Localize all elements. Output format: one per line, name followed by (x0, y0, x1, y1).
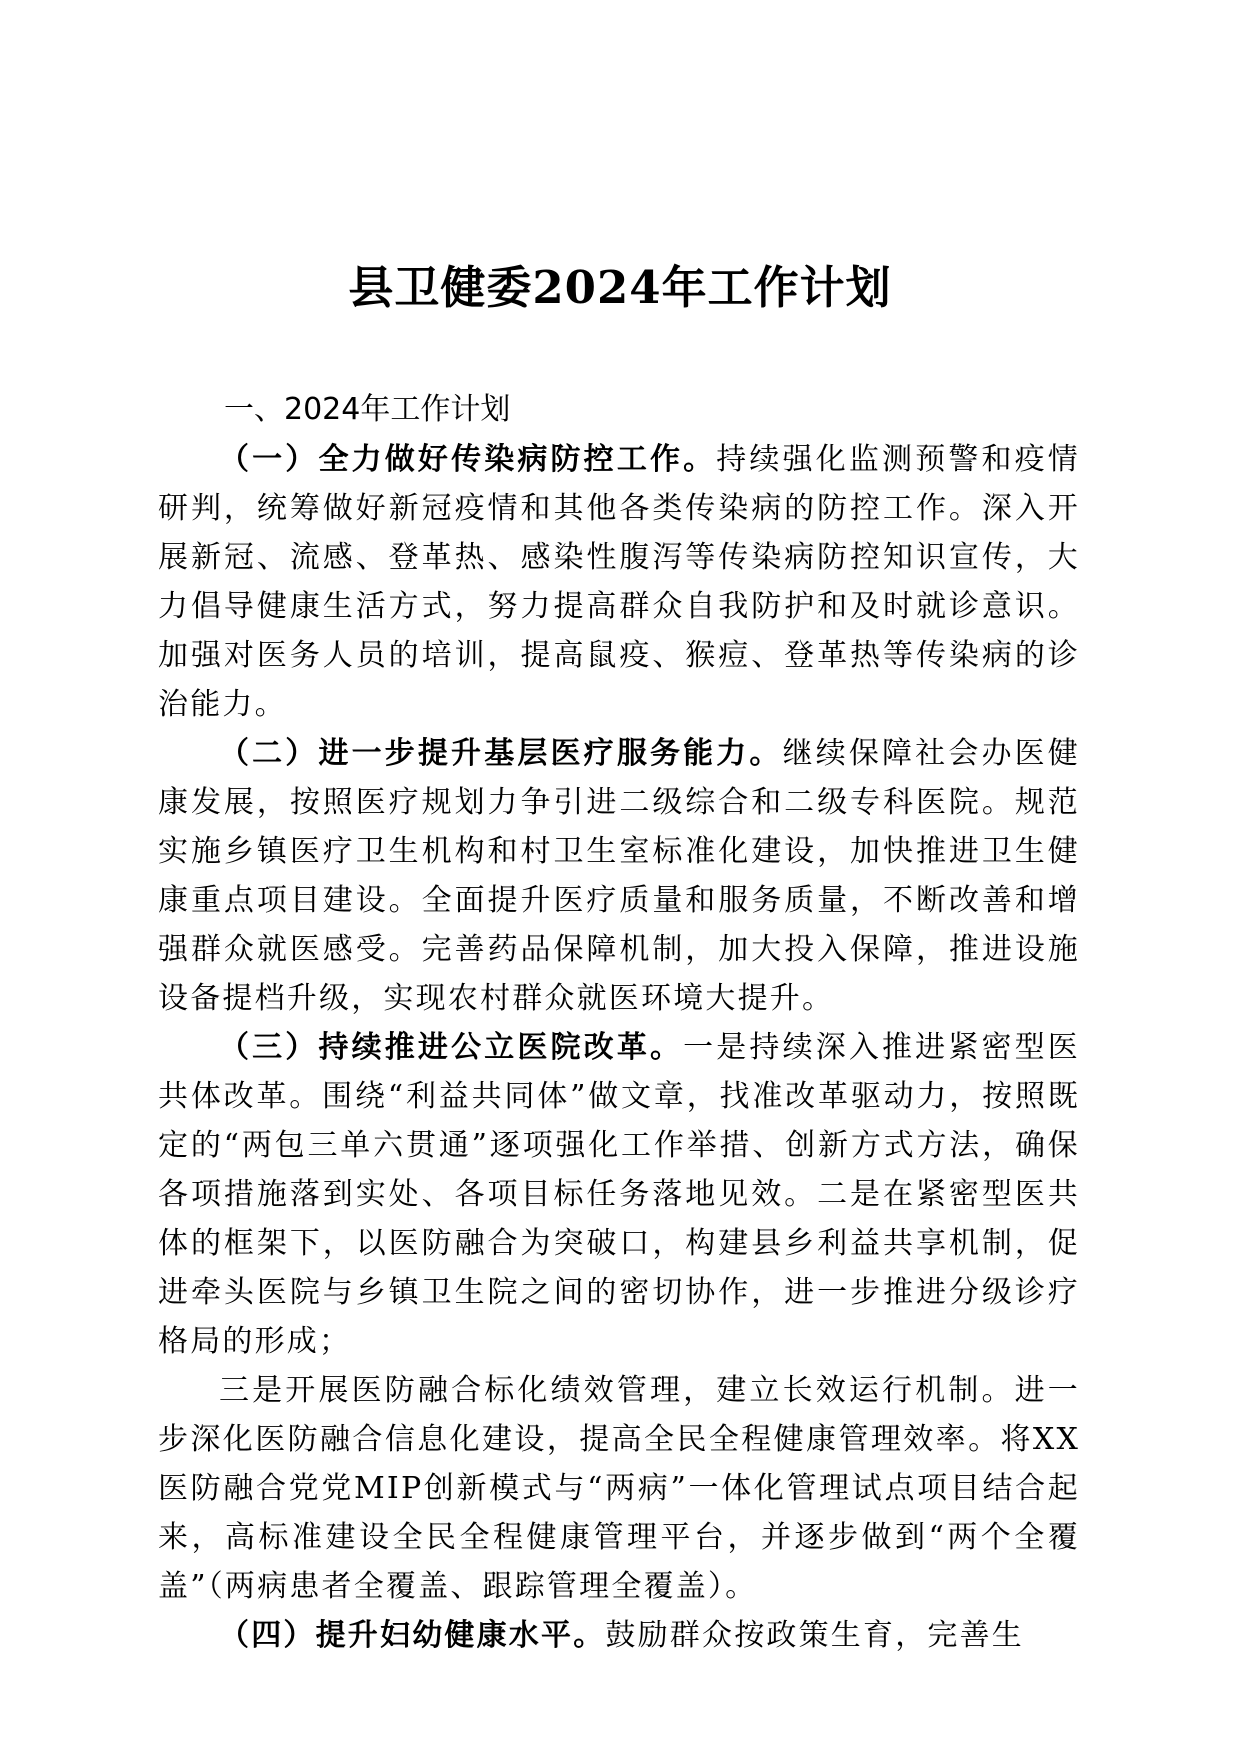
paragraph-public-hospital-reform (158, 1023, 1080, 1366)
paragraph-text: 鼓励群众按政策生育，完善生 (605, 1618, 1025, 1653)
document-body (158, 385, 1080, 1660)
paragraph-maternal-child-health (158, 1611, 1080, 1660)
paragraph-lead: （二）进一步提升基层医疗服务能力。 (219, 736, 783, 771)
paragraph-lead: （四）提升妇幼健康水平。 (219, 1618, 606, 1653)
paragraph-text: 三是开展医防融合标化绩效管理，建立长效运行机制。进一步深化医防融合信息化建设，提高全民全程健康管理效率。将XX医防融合党党MIP创新模式与“两病”一体化管理试点项目结合起来，高标准建设全民全程健康管理平台，并逐步做到“两个全覆盖”（两病患者全覆盖、跟踪管理全覆盖）。 (158, 1373, 1080, 1604)
paragraph-text: 继续保障社会办医健康发展，按照医疗规划力争引进二级综合和二级专科医院。规范实施乡镇医疗卫生机构和村卫生室标准化建设，加快推进卫生健康重点项目建设。全面提升医疗质量和服务质量，不断改善和增强群众就医感受。完善药品保障机制，加大投入保障，推进设施设备提档升级，实现农村群众就医环境大提升。 (158, 736, 1080, 1016)
document-title: 县卫健委2024年工作计划 (348, 261, 892, 314)
paragraph-lead: （三）持续推进公立医院改革。 (219, 1030, 684, 1065)
section-heading: 一、2024年工作计划 (224, 392, 511, 427)
paragraph-integration-performance (158, 1366, 1080, 1611)
paragraph-infectious-disease-control (158, 435, 1080, 729)
paragraph-text: 一是持续深入推进紧密型医共体改革。围绕“利益共同体”做文章，找准改革驱动力，按照既定的“两包三单六贯通”逐项强化工作举措、创新方式方法，确保各项措施落到实处、各项目标任务落地见效。二是在紧密型医共体的框架下，以医防融合为突破口，构建县乡利益共享机制，促进牵头医院与乡镇卫生院之间的密切协作，进一步推进分级诊疗格局的形成； (158, 1030, 1080, 1359)
paragraph-primary-care-capacity (158, 729, 1080, 1023)
paragraph-text: 持续强化监测预警和疫情研判，统筹做好新冠疫情和其他各类传染病的防控工作。深入开展新冠、流感、登革热、感染性腹泻等传染病防控知识宣传，大力倡导健康生活方式，努力提高群众自我防护和及时就诊意识。加强对医务人员的培训，提高鼠疫、猴痘、登革热等传染病的诊治能力。 (158, 442, 1080, 722)
paragraph-lead: （一）全力做好传染病防控工作。 (219, 442, 717, 477)
